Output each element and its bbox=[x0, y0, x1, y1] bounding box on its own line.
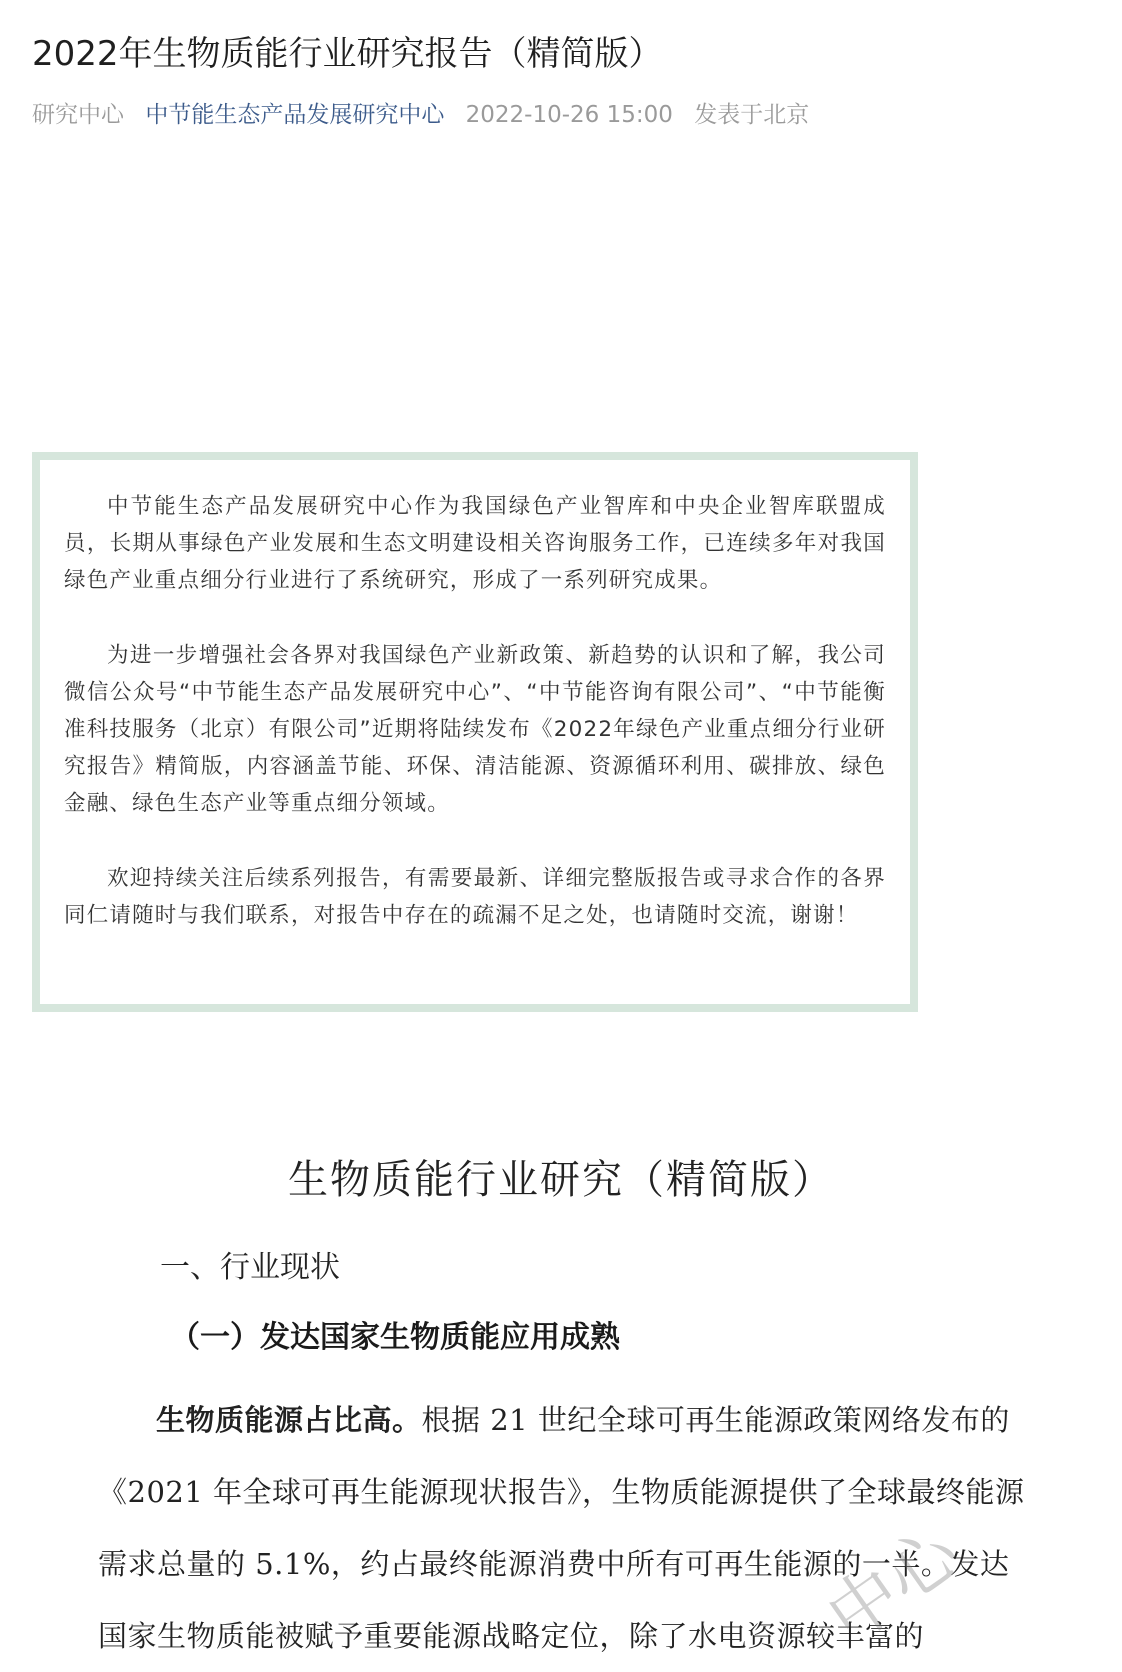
subsection-heading: （一）发达国家生物质能应用成熟 bbox=[170, 1320, 620, 1355]
intro-box bbox=[32, 452, 918, 1012]
intro-paragraph: 为进一步增强社会各界对我国绿色产业新政策、新趋势的认识和了解，我公司微信公众号“中节能生态产品发展研究中心”、“中节能咨询有限公司”、“中节能衡准科技服务（北京）有限公司”近期将陆续发布《2022年绿色产业重点细分行业研究报告》精简版，内容涵盖节能、环保、清洁能源、资源循环利用、碳排放、绿色金融、绿色生态产业等重点细分领域。 bbox=[64, 643, 886, 816]
watermark: 中心 bbox=[812, 1511, 975, 1659]
meta-tag[interactable]: 研究中心 bbox=[32, 102, 124, 128]
meta-account-link[interactable]: 中节能生态产品发展研究中心 bbox=[145, 102, 445, 128]
meta-datetime: 2022-10-26 15:00 bbox=[465, 102, 673, 128]
body-lead: 生物质能源占比高。 bbox=[156, 1403, 422, 1437]
body-paragraph bbox=[98, 1384, 1038, 1672]
intro-paragraph: 中节能生态产品发展研究中心作为我国绿色产业智库和中央企业智库联盟成员，长期从事绿色产业发展和生态文明建设相关咨询服务工作，已连续多年对我国绿色产业重点细分行业进行了系统研究，形成了一系列研究成果。 bbox=[64, 494, 886, 593]
article-title: 2022年生物质能行业研究报告（精简版） bbox=[32, 34, 663, 74]
meta-location: 发表于北京 bbox=[694, 102, 810, 128]
section-heading: 一、行业现状 bbox=[160, 1250, 340, 1285]
body-text: 根据 21 世纪全球可再生能源政策网络发布的《2021 年全球可再生能源现状报告》，生物质能源提供了全球最终能源需求总量的 5.1%，约占最终能源消费中所有可再生能源的一半。发达国家生物质能被赋予重要能源战略定位，除了水电资源较丰富的 bbox=[98, 1403, 1025, 1653]
report-title: 生物质能行业研究（精简版） bbox=[288, 1157, 834, 1203]
article-meta bbox=[32, 98, 823, 132]
intro-paragraph: 欢迎持续关注后续系列报告，有需要最新、详细完整版报告或寻求合作的各界同仁请随时与我们联系，对报告中存在的疏漏不足之处，也请随时交流，谢谢！ bbox=[64, 866, 886, 928]
